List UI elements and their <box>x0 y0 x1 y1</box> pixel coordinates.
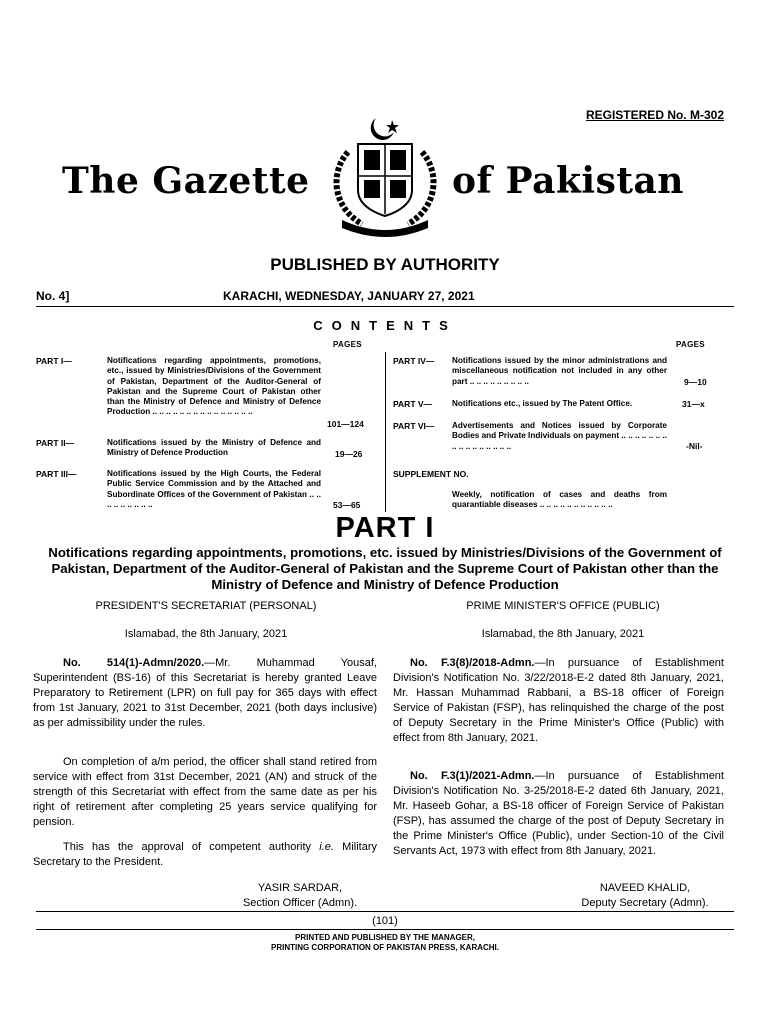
supplement-label: SUPPLEMENT NO. <box>393 469 469 479</box>
left-paragraph-2: On completion of a/m period, the officer shall stand retired from service with effect from 31st December, 2021 (AN) and struck of the strength of this Secretariat with effect from the same date as per his right of retirement after completing 25 years service qualifying for pension. <box>33 756 377 828</box>
toc-part-label: PART V— <box>393 399 433 409</box>
toc-part-label: PART III— <box>36 469 77 479</box>
approval-ie: i.e. <box>319 841 334 853</box>
toc-part-label: PART IV— <box>393 356 435 366</box>
supplement-text: Weekly, notification of cases and deaths from quarantiable diseases .. .. .. .. .. .. .. .. .. .. .. <box>452 490 667 510</box>
left-office-heading: PRESIDENT'S SECRETARIAT (PERSONAL) <box>95 600 317 612</box>
right-signatory <box>560 881 730 911</box>
left-paragraph-3 <box>33 840 377 870</box>
toc-entry-pages: -Nil- <box>686 441 703 451</box>
part-heading: PART I <box>335 512 435 544</box>
footer-rule-2 <box>36 929 734 930</box>
page-number: (101) <box>372 915 398 927</box>
right-notification-1 <box>393 656 724 746</box>
toc-part-label: PART VI— <box>393 421 435 431</box>
right-place-date: Islamabad, the 8th January, 2021 <box>481 628 645 640</box>
notification-number: No. F.3(1)/2021-Admn. <box>410 770 535 782</box>
notification-body: —In pursuance of Establishment Division's Notification No. 3/22/2018-E-2 dated 8th January, 2021, Mr. Hassan Muhammad Rabbani, a BS-18 officer of Foreign Service of Pakistan (FSP), has relinquished the charge of the post of Deputy Secretary in the Prime Minister's Office (Public) with effect from 8th January, 2021. <box>393 657 724 744</box>
part-subheading: Notifications regarding appointments, promotions, etc. issued by Ministries/Divisions of the Government of Pakistan, Department of the Auditor-General of Pakistan and the Supreme Court of Pakistan other than the Ministry of Defence and Ministry of Defence Production <box>48 545 722 592</box>
footer-rule <box>36 911 734 912</box>
toc-entry-text: Notifications issued by the High Courts, the Federal Public Service Commission and by the Attached and Subordinate Offices of the Government of Pakistan .. .. .. .. .. .. .. .. .. <box>107 469 321 509</box>
pages-label-right: PAGES <box>676 340 705 349</box>
printer-line-2: PRINTING CORPORATION OF PAKISTAN PRESS, KARACHI. <box>270 943 499 952</box>
notification-number: No. 514(1)-Admn/2020. <box>63 657 205 669</box>
notification-number: No. F.3(8)/2018-Admn. <box>410 657 535 669</box>
registered-number: REGISTERED No. M-302 <box>585 108 724 122</box>
pages-label-left: PAGES <box>333 340 362 349</box>
state-emblem-icon <box>318 112 452 242</box>
left-signatory <box>230 881 370 911</box>
published-by-authority: PUBLISHED BY AUTHORITY <box>270 255 500 274</box>
toc-part-label: PART I— <box>36 356 72 366</box>
header-rule <box>36 306 734 307</box>
right-office-heading: PRIME MINISTER'S OFFICE (PUBLIC) <box>466 600 660 612</box>
dateline: KARACHI, WEDNESDAY, JANUARY 27, 2021 <box>223 289 475 303</box>
contents-heading: CONTENTS <box>313 318 457 333</box>
issue-number: No. 4] <box>36 289 70 303</box>
toc-entry-text: Notifications regarding appointments, promotions, etc., issued by Ministries/Divisions of the Government of Pakistan, Department of the Auditor-General of Pakistan and the Supreme Court of Pakistan other than the Ministry of Defence and Ministry of Defence Production .. .. .. .. .. .. .. .. .. .. .. .. .. .. .. <box>107 356 321 417</box>
toc-entry-text: Notifications issued by the Ministry of Defence and Ministry of Defence Production <box>107 438 321 458</box>
toc-entry-text: Advertisements and Notices issued by Corporate Bodies and Private Individuals on payment .. .. .. .. .. .. .. .. .. .. .. .. .. .. .. .. <box>452 421 667 451</box>
toc-entry-pages: 53—65 <box>333 500 361 510</box>
approval-text-end: Military Secretary to the President. <box>33 841 378 868</box>
right-notification-2 <box>393 769 724 859</box>
toc-entry-pages: 9—10 <box>684 377 707 387</box>
toc-entry-pages: 31—x <box>682 399 705 409</box>
signatory-title: Section Officer (Admn). <box>242 897 358 909</box>
toc-entry-pages: 19—26 <box>335 449 363 459</box>
signatory-title: Deputy Secretary (Admn). <box>581 897 709 909</box>
notification-body: —In pursuance of Establishment Division's Notification No. 3-25/2018-E-2 dated 6th January, 2021, Mr. Haseeb Gohar, a BS-18 officer of Foreign Service of Pakistan (FSP), has assumed the charge of the post of Deputy Secretary in the Prime Minister's Office (Public), under Section-10 of the Civil Servants Act, 1973 with effect from 8th January, 2021. <box>393 770 724 857</box>
signatory-name: NAVEED KHALID, <box>599 882 691 894</box>
toc-entry-text: Notifications issued by the minor administrations and miscellaneous notification not included in any other part .. .. .. .. .. .. .. .. .. <box>452 356 667 386</box>
toc-entry-pages: 101—124 <box>327 419 364 429</box>
left-notification-1 <box>33 656 377 731</box>
masthead-left: The Gazette <box>62 160 310 202</box>
printer-line-1: PRINTED AND PUBLISHED BY THE MANAGER, <box>294 933 475 942</box>
contents-divider <box>385 352 386 512</box>
left-place-date: Islamabad, the 8th January, 2021 <box>124 628 288 640</box>
masthead-right: of Pakistan <box>452 160 684 202</box>
signatory-name: YASIR SARDAR, <box>257 882 343 894</box>
toc-entry-text: Notifications etc., issued by The Patent Office. <box>452 399 633 408</box>
notification-body: —Mr. Muhammad Yousaf, Superintendent (BS-16) of this Secretariat is hereby granted Leave Preparatory to Retirement (LPR) on full pay for 365 days with effect from 1st January, 2021 to 31st December, 2021 (both days inclusive) as per admissibility under the rules. <box>33 657 378 729</box>
approval-text: This has the approval of competent authority <box>63 841 320 853</box>
toc-part-label: PART II— <box>36 438 75 448</box>
